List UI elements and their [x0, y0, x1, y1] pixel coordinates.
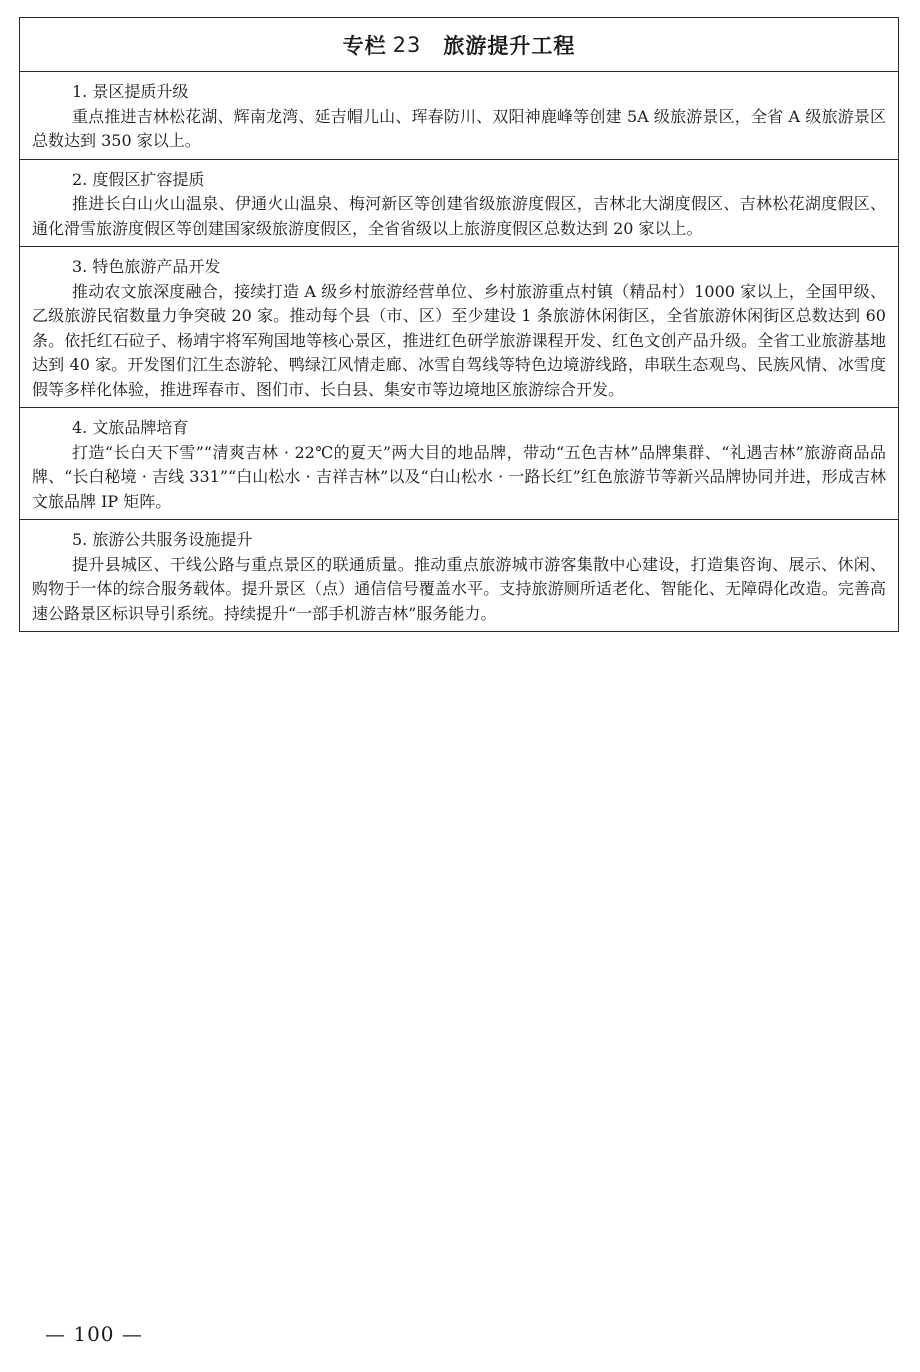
section-resort-expansion: [20, 160, 898, 248]
section-body: 推进长白山火山温泉、伊通火山温泉、梅河新区等创建省级旅游度假区，吉林北大湖度假区、吉林松花湖度假区、通化滑雪旅游度假区等创建国家级旅游度假区，全省省级以上旅游度假区总数达到 20 家以上。: [32, 194, 886, 238]
section-body: 重点推进吉林松花湖、辉南龙湾、延吉帽儿山、珲春防川、双阳神鹿峰等创建 5A 级旅游景区，全省 A 级旅游景区总数达到 350 家以上。: [32, 106, 886, 150]
section-heading: 5. 旅游公共服务设施提升: [72, 530, 253, 549]
box-title-text: 旅游提升工程: [443, 33, 576, 58]
section-body: 推动农文旅深度融合，接续打造 A 级乡村旅游经营单位、乡村旅游重点村镇（精品村）1000 家以上，全国甲级、乙级旅游民宿数量力争突破 20 家。推动每个县（市、区）至少建设 1 条旅游休闲街区，全省旅游休闲街区总数达到 60 条。依托红石砬子、杨靖宇将军殉国地等核心景区，推进红色研学旅游课程开发、红色文创产品升级。全省工业旅游基地达到 40 家。开发图们江生态游轮、鸭绿江风情走廊、冰雪自驾线等特色边境游线路，串联生态观鸟、民族风情、冰雪度假等多样化体验，推进珲春市、图们市、长白县、集安市等边境地区旅游综合开发。: [32, 281, 886, 399]
section-heading: 4. 文旅品牌培育: [72, 418, 189, 437]
section-heading: 1. 景区提质升级: [72, 82, 189, 101]
section-brand-building: [20, 408, 898, 520]
section-scenic-upgrade: [20, 72, 898, 160]
section-public-services: [20, 520, 898, 631]
section-featured-products: [20, 247, 898, 408]
section-heading: 3. 特色旅游产品开发: [72, 257, 221, 276]
box-title: [20, 18, 898, 72]
feature-box: [19, 17, 899, 632]
box-number: 23: [392, 32, 422, 57]
section-body: 打造“长白天下雪”“清爽吉林 · 22℃的夏天”两大目的地品牌，带动“五色吉林”品牌集群、“礼遇吉林”旅游商品品牌、“长白秘境 · 吉线 331”“白山松水 · 吉祥吉林”以及“白山松水 · 一路长红”红色旅游节等新兴品牌协同并进，形成吉林文旅品牌 IP 矩阵。: [32, 442, 886, 511]
page-number: — 100 —: [45, 1322, 143, 1346]
section-heading: 2. 度假区扩容提质: [72, 169, 205, 189]
box-label: 专栏: [342, 33, 387, 58]
section-body: 提升县城区、干线公路与重点景区的联通质量。推动重点旅游城市游客集散中心建设，打造集咨询、展示、休闲、购物于一体的综合服务载体。提升景区（点）通信信号覆盖水平。支持旅游厕所适老化、智能化、无障碍化改造。完善高速公路景区标识导引系统。持续提升“一部手机游吉林”服务能力。: [32, 554, 886, 623]
